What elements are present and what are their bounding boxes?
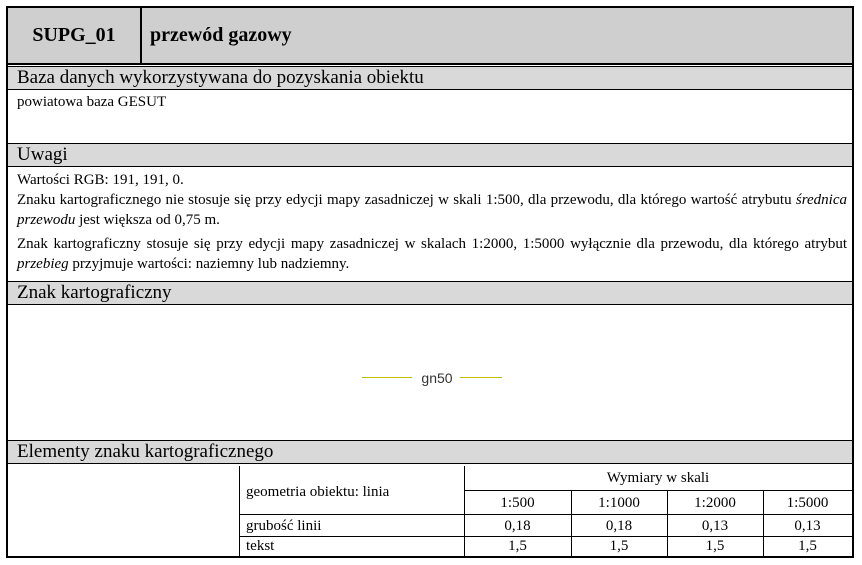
object-code: SUPG_01 bbox=[8, 8, 142, 63]
scale-1-5000: 1:5000 bbox=[786, 495, 829, 511]
row-line-width-1-500: 0,18 bbox=[504, 518, 531, 534]
row-line-width-1-1000: 0,18 bbox=[605, 518, 633, 534]
attribute-name-route: przebieg bbox=[17, 256, 69, 272]
scales-header: Wymiary w skali bbox=[606, 470, 710, 486]
attribute-name-diameter: średnica przewodu bbox=[17, 192, 847, 228]
notes-paragraph-2: Znak kartograficzny stosuje się przy edycji mapy zasadniczej w skalach 1:2000, 1:5000 wyłącznie dla przewodu, dla którego atrybut przebieg przyjmuje wartości: naziemny lub nadziemny. bbox=[17, 236, 847, 272]
symbol-label: gn50 bbox=[421, 370, 453, 386]
database-section-title: Baza danych wykorzystywana do pozyskania obiektu bbox=[8, 66, 852, 90]
row-text-1-500: 1,5 bbox=[508, 538, 527, 554]
symbol-line-right bbox=[460, 377, 502, 378]
row-line-width-1-5000: 0,13 bbox=[794, 518, 821, 534]
elements-table bbox=[8, 466, 852, 556]
scale-1-500: 1:500 bbox=[500, 495, 535, 511]
symbol-line-left bbox=[362, 377, 412, 378]
row-text-label: tekst bbox=[246, 538, 275, 554]
symbol-section-title: Znak kartograficzny bbox=[8, 281, 852, 305]
geometry-label: geometria obiektu: linia bbox=[246, 484, 390, 500]
scale-1-1000: 1:1000 bbox=[598, 495, 640, 511]
object-card bbox=[6, 6, 854, 558]
row-line-width-label: grubość linii bbox=[246, 518, 322, 534]
cartographic-symbol bbox=[362, 368, 502, 388]
row-text-1-1000: 1,5 bbox=[609, 538, 629, 554]
notes-section-title: Uwagi bbox=[8, 143, 852, 167]
object-name: przewód gazowy bbox=[150, 24, 292, 46]
row-text-1-2000: 1,5 bbox=[705, 538, 725, 554]
notes-paragraph-1: Znaku kartograficznego nie stosuje się przy edycji mapy zasadniczej w skali 1:500, dla przewodu, dla którego wartość atrybutu średnica przewodu jest większa od 0,75 m. bbox=[17, 192, 847, 228]
notes-rgb: Wartości RGB: 191, 191, 0. bbox=[17, 172, 184, 188]
scale-1-2000: 1:2000 bbox=[694, 495, 736, 511]
row-line-width-1-2000: 0,13 bbox=[701, 518, 729, 534]
database-value: powiatowa baza GESUT bbox=[17, 94, 167, 110]
elements-section-title: Elementy znaku kartograficznego bbox=[8, 440, 852, 464]
row-text-1-5000: 1,5 bbox=[798, 538, 817, 554]
card-header bbox=[8, 8, 852, 65]
